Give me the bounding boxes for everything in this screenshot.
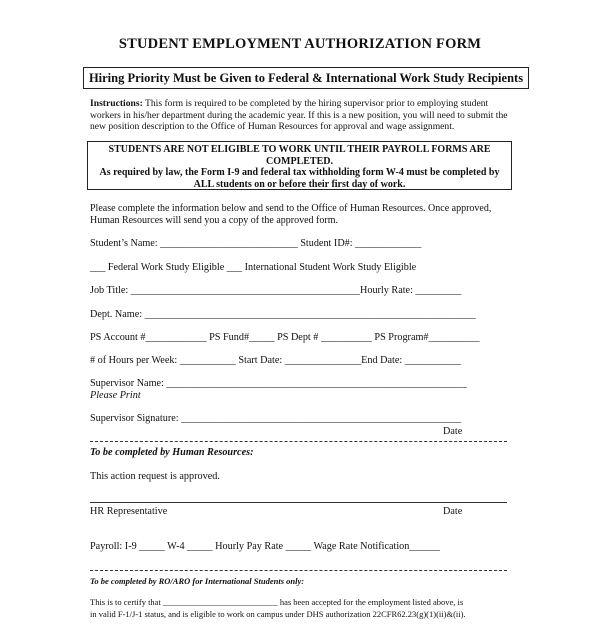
form-title: STUDENT EMPLOYMENT AUTHORIZATION FORM — [118, 36, 482, 52]
supervisor-signature-row[interactable]: Supervisor Signature: _______________________________________________________ — [90, 413, 462, 424]
ro-section-divider — [90, 570, 507, 571]
hr-signature-line[interactable] — [90, 502, 507, 503]
supervisor-name-row[interactable]: Supervisor Name: ___________________________________________________________ — [90, 378, 467, 389]
please-print-label: Please Print — [90, 390, 141, 401]
ro-certify-line-2: in valid F-1/J-1 status, and is eligible to work on campus under DHS authorization 22CFR62.23(g)(1)(ii)&(ii). — [90, 609, 466, 619]
hr-date-label: Date — [443, 506, 463, 517]
instructions-paragraph — [90, 98, 520, 133]
hr-section-heading: To be completed by Human Resources: — [90, 447, 254, 458]
dept-name-row[interactable]: Dept. Name: _________________________________________________________________ — [90, 309, 476, 320]
payroll-row[interactable]: Payroll: I-9 _____ W-4 _____ Hourly Pay Rate _____ Wage Rate Notification______ — [90, 541, 440, 552]
priority-notice-box: Hiring Priority Must be Given to Federal & International Work Study Recipients — [83, 67, 529, 89]
job-title-row[interactable]: Job Title: _____________________________________________Hourly Rate: _________ — [90, 285, 462, 296]
eligibility-warning-box — [87, 141, 512, 190]
please-complete-paragraph: Please complete the information below and send to the Office of Human Resources. Once approved, Human Resources will send you a copy of the approved form. — [90, 203, 492, 226]
instructions-text: This form is required to be completed by the hiring supervisor prior to employing student workers in his/her department during the academic year. If this is a new position, you will need to submit the new position description to the Office of Human Resources for approval and wage assignment. — [90, 98, 508, 132]
hours-dates-row[interactable]: # of Hours per Week: ___________ Start Date: _______________End Date: ___________ — [90, 355, 461, 366]
ro-certify-line-1: This is to certify that ___________________________ has been accepted for the employment listed above, is — [90, 597, 464, 607]
eligibility-row[interactable]: ___ Federal Work Study Eligible ___ International Student Work Study Eligible — [90, 262, 417, 273]
student-name-row[interactable]: Student’s Name: ___________________________ Student ID#: _____________ — [90, 238, 422, 249]
warning-line-2: As required by law, the Form I-9 and federal tax withholding form W-4 must be completed by ALL students on or before their first day of work. — [99, 167, 500, 190]
ro-section-heading: To be completed by RO/ARO for International Students only: — [90, 576, 305, 586]
instructions-label: Instructions: — [90, 98, 143, 109]
section-divider — [90, 441, 507, 442]
hr-representative-label: HR Representative — [90, 506, 168, 517]
signature-date-label: Date — [443, 426, 463, 437]
hr-approved-text: This action request is approved. — [90, 471, 220, 482]
warning-line-1: STUDENTS ARE NOT ELIGIBLE TO WORK UNTIL THEIR PAYROLL FORMS ARE COMPLETED. — [108, 144, 491, 167]
ps-account-row[interactable]: PS Account #____________ PS Fund#_____ PS Dept # __________ PS Program#__________ — [90, 332, 480, 343]
